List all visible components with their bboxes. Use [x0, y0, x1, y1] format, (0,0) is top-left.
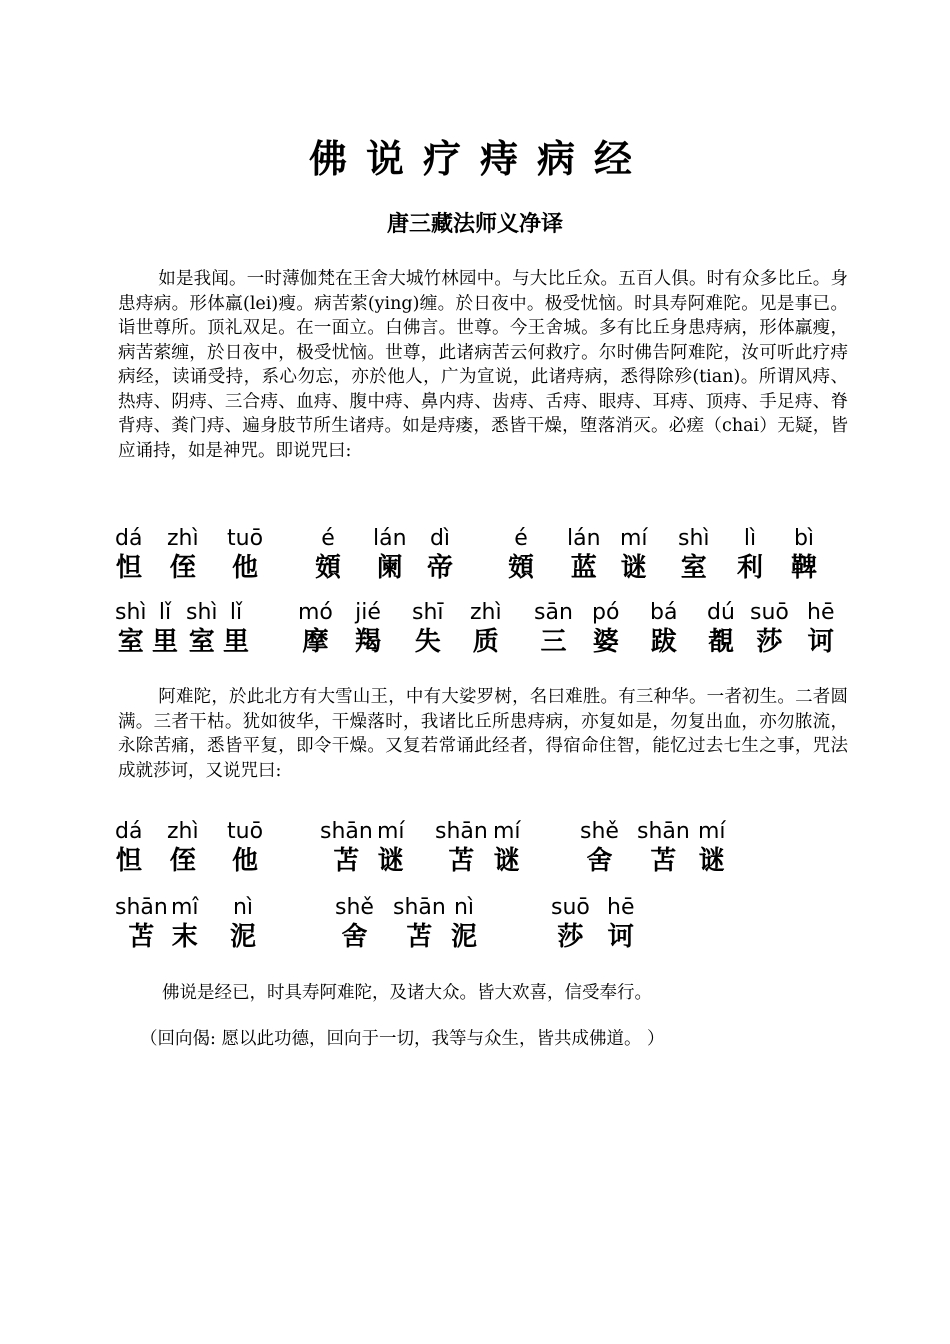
mantra-character: 舍 [341, 922, 368, 952]
mantra-character: 鞞 [791, 553, 818, 583]
mantra-syllable [620, 525, 648, 583]
closing-line: 佛说是经已，时具寿阿难陀，及诸大众。皆大欢喜，信受奉行。 [162, 983, 652, 1003]
mantra-character: 蓝 [570, 553, 597, 583]
mantra-character: 莎 [557, 922, 584, 952]
mantra-syllable [186, 599, 218, 657]
pinyin-reading: zhì [167, 526, 199, 551]
mantra-syllable [678, 525, 710, 583]
paragraph-2: 阿难陀，於此北方有大雪山王，中有大娑罗树，名曰难胜。有三种华。一者初生。二者圆满。三者干枯。犹如彼华，干燥落时，我诸比丘所患痔病，亦复如是，勿复出血，亦勿脓流，永除苦痛，悉皆平复，即令干燥。又复若常诵此经者，得宿命住智，能忆过去七生之事，咒法成就莎诃，又说咒曰: [118, 687, 848, 781]
mantra-syllable [698, 818, 726, 876]
pinyin-reading: shān [435, 819, 488, 844]
mantra-syllable [315, 525, 341, 583]
mantra-syllable [493, 818, 521, 876]
mantra-character: 诃 [607, 922, 634, 952]
pinyin-reading: lǐ [229, 600, 243, 625]
mantra-character: 苫 [650, 846, 677, 876]
pinyin-reading: zhì [167, 819, 199, 844]
pinyin-reading: bá [650, 600, 678, 625]
translator-line: 唐三藏法师义净译 [386, 212, 563, 237]
pinyin-reading: mî [171, 895, 199, 920]
mantra-syllable [115, 894, 168, 952]
mantra-character: 谜 [620, 553, 647, 583]
mantra-syllable [580, 818, 619, 876]
mantra-syllable [230, 894, 256, 952]
mantra-syllable [737, 525, 763, 583]
pinyin-reading: shān [320, 819, 373, 844]
pinyin-reading: lǐ [158, 600, 172, 625]
pinyin-reading: lán [567, 526, 601, 551]
mantra-character: 苫 [448, 846, 475, 876]
mantra-syllable [167, 818, 199, 876]
mantra-syllable [377, 818, 405, 876]
mantra-character: 谜 [493, 846, 520, 876]
mantra-character: 三 [540, 627, 567, 657]
mantra-character: 頞 [315, 553, 342, 583]
mantra-syllable [534, 599, 573, 657]
mantra-syllable [171, 894, 199, 952]
pinyin-reading: sān [534, 600, 573, 625]
pinyin-reading: suō [750, 600, 789, 625]
mantra-syllable [167, 525, 199, 583]
mantra-syllable [152, 599, 178, 657]
pinyin-reading: shān [637, 819, 690, 844]
mantra-syllable [355, 599, 381, 657]
sutra-title: 佛说疗痔病经 [308, 137, 651, 181]
mantra-character: 覩 [707, 627, 734, 657]
pinyin-reading: hē [607, 895, 635, 920]
mantra-character: 诃 [807, 627, 834, 657]
mantra-character: 羯 [355, 627, 382, 657]
mantra-syllable [115, 818, 142, 876]
pinyin-reading: suō [551, 895, 590, 920]
mantra-character: 谜 [698, 846, 725, 876]
mantra-character: 怛 [115, 553, 142, 583]
mantra-syllable [707, 599, 735, 657]
mantra-character: 里 [152, 627, 179, 657]
mantra-character: 泥 [230, 922, 257, 952]
mantra-syllable [298, 599, 333, 657]
pinyin-reading: pó [592, 600, 620, 625]
dedication-verse: （回向偈: 愿以此功德，回向于一切，我等与众生，皆共成佛道。 ） [140, 1029, 665, 1049]
mantra-syllable [451, 894, 477, 952]
mantra-character: 质 [472, 627, 499, 657]
mantra-character: 摩 [302, 627, 329, 657]
mantra-character: 里 [223, 627, 250, 657]
mantra-character: 室 [680, 553, 707, 583]
pinyin-reading: shì [115, 600, 147, 625]
pinyin-reading: shě [335, 895, 374, 920]
pinyin-reading: mí [377, 819, 405, 844]
mantra-character: 利 [737, 553, 764, 583]
pinyin-reading: lán [373, 526, 407, 551]
mantra-character: 苫 [128, 922, 155, 952]
mantra-syllable [807, 599, 834, 657]
pinyin-reading: mí [493, 819, 521, 844]
mantra-character: 婆 [592, 627, 619, 657]
pinyin-reading: jié [355, 600, 381, 625]
mantra-syllable [227, 818, 263, 876]
mantra-character: 帝 [427, 553, 454, 583]
mantra-character: 末 [171, 922, 198, 952]
pinyin-reading: mó [298, 600, 333, 625]
mantra-character: 莎 [756, 627, 783, 657]
mantra-syllable [373, 525, 407, 583]
mantra-character: 谜 [377, 846, 404, 876]
mantra-character: 侄 [169, 553, 196, 583]
pinyin-reading: shì [186, 600, 218, 625]
mantra-syllable [393, 894, 446, 952]
mantra-character: 舍 [586, 846, 613, 876]
pinyin-reading: shān [115, 895, 168, 920]
mantra-character: 室 [188, 627, 215, 657]
pinyin-reading: bì [793, 526, 815, 551]
pinyin-reading: dú [707, 600, 735, 625]
pinyin-reading: dá [115, 526, 143, 551]
mantra-syllable [470, 599, 502, 657]
mantra-syllable [427, 525, 453, 583]
mantra-syllable [223, 599, 249, 657]
pinyin-reading: tuō [227, 526, 264, 551]
pinyin-reading: é [321, 526, 335, 551]
mantra-syllable [592, 599, 619, 657]
mantra-syllable [508, 525, 534, 583]
mantra-character: 失 [414, 627, 441, 657]
pinyin-reading: nì [232, 895, 254, 920]
pinyin-reading: hē [807, 600, 835, 625]
mantra-syllable [115, 525, 142, 583]
mantra-syllable [335, 894, 374, 952]
pinyin-reading: nì [453, 895, 475, 920]
mantra-character: 苫 [333, 846, 360, 876]
mantra-syllable [650, 599, 677, 657]
mantra-character: 泥 [451, 922, 478, 952]
mantra-syllable [435, 818, 488, 876]
pinyin-reading: lì [743, 526, 757, 551]
pinyin-reading: mí [698, 819, 726, 844]
pinyin-reading: zhì [470, 600, 502, 625]
pinyin-reading: é [514, 526, 528, 551]
pinyin-reading: shě [580, 819, 619, 844]
pinyin-reading: dá [115, 819, 143, 844]
mantra-character: 室 [117, 627, 144, 657]
pinyin-reading: shì [678, 526, 710, 551]
mantra-syllable [567, 525, 601, 583]
mantra-syllable [607, 894, 634, 952]
mantra-character: 怛 [115, 846, 142, 876]
pinyin-reading: shān [393, 895, 446, 920]
pinyin-reading: dì [429, 526, 451, 551]
mantra-syllable [227, 525, 263, 583]
pinyin-reading: shī [412, 600, 444, 625]
mantra-syllable [791, 525, 817, 583]
mantra-syllable [750, 599, 789, 657]
mantra-character: 阑 [376, 553, 403, 583]
pinyin-reading: tuō [227, 819, 264, 844]
mantra-character: 跋 [650, 627, 677, 657]
mantra-syllable [412, 599, 444, 657]
mantra-character: 苫 [406, 922, 433, 952]
mantra-syllable [551, 894, 590, 952]
mantra-character: 侄 [169, 846, 196, 876]
pinyin-reading: mí [620, 526, 648, 551]
mantra-character: 他 [232, 846, 259, 876]
mantra-character: 他 [232, 553, 259, 583]
paragraph-1: 如是我闻。一时薄伽梵在王舍大城竹林园中。与大比丘众。五百人俱。时有众多比丘。身患痔病。形体羸(lei)瘦。病苦萦(ying)缠。於日夜中。极受忧恼。时具寿阿难陀。见是事已。诣世尊所。顶礼双足。在一面立。白佛言。世尊。今王舍城。多有比丘身患痔病，形体羸瘦，病苦萦缠，於日夜中，极受忧恼。世尊，此诸病苦云何救疗。尔时佛告阿难陀，汝可听此疗痔病经，读诵受持，系心勿忘，亦於他人，广为宣说，此诸痔病，悉得除殄(tian)。所谓风痔、热痔、阴痔、三合痔、血痔、腹中痔、鼻内痔、齿痔、舌痔、眼痔、耳痔、顶痔、手足痔、脊背痔、粪门痔、遍身肢节所生诸痔。如是痔瘘，悉皆干燥，堕落消灭。必瘥（chai）无疑，皆应诵持，如是神咒。即说咒曰: [118, 269, 848, 461]
mantra-syllable [115, 599, 147, 657]
mantra-syllable [637, 818, 690, 876]
mantra-syllable [320, 818, 373, 876]
mantra-character: 頞 [508, 553, 535, 583]
